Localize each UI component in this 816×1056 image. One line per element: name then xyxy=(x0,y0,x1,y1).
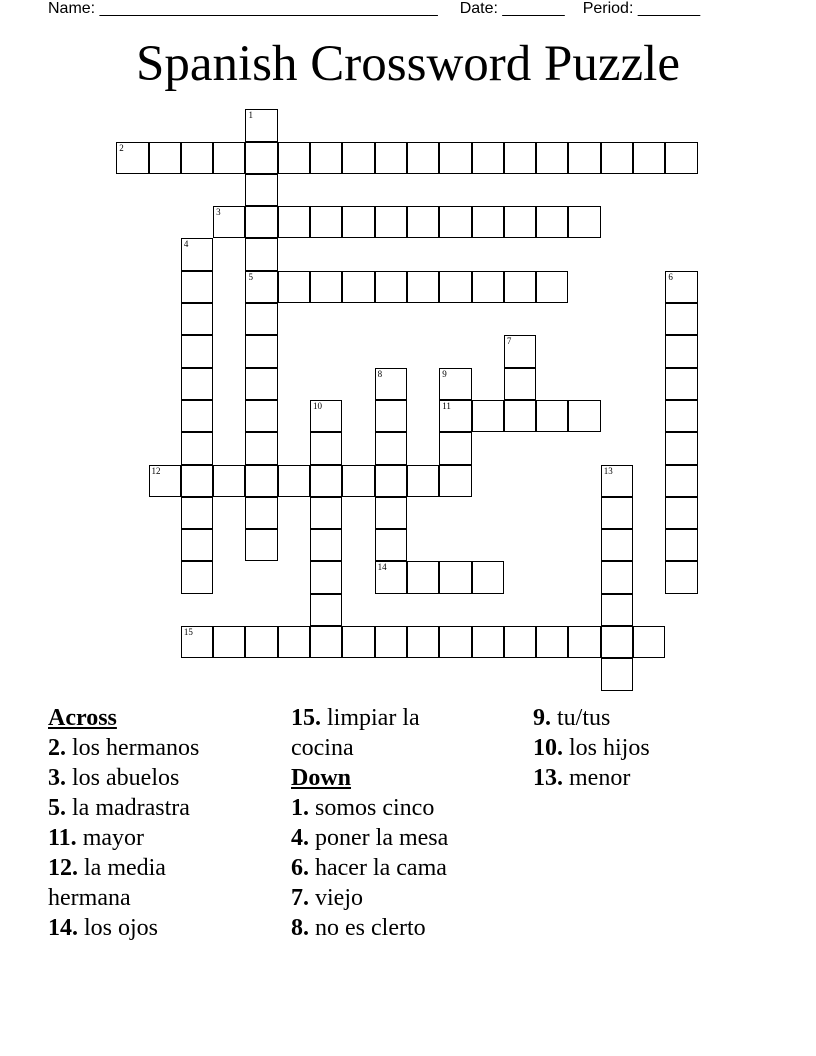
grid-cell[interactable] xyxy=(245,529,277,561)
grid-cell[interactable] xyxy=(633,142,665,174)
grid-cell[interactable] xyxy=(310,432,342,464)
grid-cell[interactable] xyxy=(375,206,407,238)
grid-cell[interactable] xyxy=(407,142,439,174)
grid-cell[interactable] xyxy=(181,335,213,367)
grid-cell[interactable] xyxy=(375,529,407,561)
grid-cell[interactable] xyxy=(245,174,277,206)
clue-down-9: 9. tu/tus xyxy=(533,705,611,731)
grid-cell[interactable] xyxy=(665,335,697,367)
grid-cell[interactable] xyxy=(181,238,213,270)
grid-cell[interactable] xyxy=(504,335,536,367)
grid-cell[interactable] xyxy=(665,465,697,497)
page-title: Spanish Crossword Puzzle xyxy=(136,36,680,92)
grid-cell[interactable] xyxy=(536,142,568,174)
grid-cell[interactable] xyxy=(472,561,504,593)
grid-cell[interactable] xyxy=(278,206,310,238)
grid-cell[interactable] xyxy=(439,400,471,432)
grid-cell[interactable] xyxy=(181,497,213,529)
grid-cell[interactable] xyxy=(568,142,600,174)
clue-number: 8 xyxy=(377,368,383,379)
clue-number: 15 xyxy=(183,627,193,638)
clue-number: 10 xyxy=(313,400,323,411)
clue-number: 11 xyxy=(442,400,451,411)
grid-cell[interactable] xyxy=(181,400,213,432)
grid-cell[interactable] xyxy=(665,497,697,529)
grid-cell[interactable] xyxy=(245,109,277,141)
grid-cell[interactable] xyxy=(407,626,439,658)
clue-across-3: 3. los abuelos xyxy=(48,765,180,791)
clue-number: 7 xyxy=(506,336,512,347)
grid-cell[interactable] xyxy=(245,335,277,367)
clue-number: 9 xyxy=(442,368,447,379)
grid-cell[interactable] xyxy=(472,142,504,174)
clue-across-14: 14. los ojos xyxy=(48,915,159,941)
clue-down-10: 10. los hijos xyxy=(533,735,650,761)
grid-cell[interactable] xyxy=(245,400,277,432)
grid-cell[interactable] xyxy=(375,465,407,497)
grid-cell[interactable] xyxy=(439,206,471,238)
grid-cell[interactable] xyxy=(181,465,213,497)
grid-cell[interactable] xyxy=(116,142,148,174)
clues-column-3 xyxy=(533,703,768,793)
grid-cell[interactable] xyxy=(536,626,568,658)
grid-cell[interactable] xyxy=(472,626,504,658)
grid-cell[interactable] xyxy=(536,400,568,432)
grid-cell[interactable] xyxy=(245,303,277,335)
grid-cell[interactable] xyxy=(472,400,504,432)
grid-cell[interactable] xyxy=(665,529,697,561)
name-label: Name: xyxy=(48,0,96,17)
grid-cell[interactable] xyxy=(601,497,633,529)
clue-across-15: 15. limpiar la cocina xyxy=(291,705,420,761)
grid-cell[interactable] xyxy=(407,271,439,303)
down-heading: Down xyxy=(291,765,352,791)
grid-cell[interactable] xyxy=(568,626,600,658)
grid-cell[interactable] xyxy=(375,400,407,432)
grid-cell[interactable] xyxy=(665,368,697,400)
grid-cell[interactable] xyxy=(504,271,536,303)
grid-cell[interactable] xyxy=(439,271,471,303)
grid-cell[interactable] xyxy=(310,561,342,593)
grid-cell[interactable] xyxy=(310,400,342,432)
grid-cell[interactable] xyxy=(665,561,697,593)
grid-cell[interactable] xyxy=(245,432,277,464)
grid-cell[interactable] xyxy=(310,529,342,561)
grid-cell[interactable] xyxy=(601,529,633,561)
clues-column-2 xyxy=(291,703,526,943)
grid-cell[interactable] xyxy=(665,142,697,174)
grid-cell[interactable] xyxy=(245,206,277,238)
grid-cell[interactable] xyxy=(601,465,633,497)
grid-cell[interactable] xyxy=(342,206,374,238)
clue-number: 4 xyxy=(183,239,189,250)
grid-cell[interactable] xyxy=(536,206,568,238)
grid-cell[interactable] xyxy=(245,497,277,529)
grid-cell[interactable] xyxy=(181,271,213,303)
clue-across-12: 12. la media hermana xyxy=(48,855,166,911)
grid-cell[interactable] xyxy=(601,658,633,690)
grid-cell[interactable] xyxy=(310,594,342,626)
grid-cell[interactable] xyxy=(342,271,374,303)
grid-cell[interactable] xyxy=(407,561,439,593)
grid-cell[interactable] xyxy=(665,303,697,335)
grid-cell[interactable] xyxy=(439,368,471,400)
grid-cell[interactable] xyxy=(181,432,213,464)
grid-cell[interactable] xyxy=(213,465,245,497)
grid-cell[interactable] xyxy=(504,206,536,238)
clue-down-13: 13. menor xyxy=(533,765,631,791)
grid-cell[interactable] xyxy=(149,142,181,174)
grid-cell[interactable] xyxy=(601,626,633,658)
grid-cell[interactable] xyxy=(181,303,213,335)
across-heading: Across xyxy=(48,705,117,731)
grid-cell[interactable] xyxy=(342,142,374,174)
grid-cell[interactable] xyxy=(504,142,536,174)
date-blank[interactable]: _______ xyxy=(497,0,565,17)
clue-number: 14 xyxy=(377,562,387,573)
grid-cell[interactable] xyxy=(439,465,471,497)
clue-number: 5 xyxy=(248,271,253,282)
grid-cell[interactable] xyxy=(601,561,633,593)
grid-cell[interactable] xyxy=(310,271,342,303)
grid-cell[interactable] xyxy=(504,400,536,432)
date-label: Date: xyxy=(459,0,498,17)
grid-cell[interactable] xyxy=(375,368,407,400)
period-label: Period: xyxy=(582,0,634,17)
grid-cell[interactable] xyxy=(181,142,213,174)
clue-number: 2 xyxy=(119,142,124,153)
grid-cell[interactable] xyxy=(375,626,407,658)
grid-cell[interactable] xyxy=(245,238,277,270)
grid-cell[interactable] xyxy=(342,465,374,497)
grid-cell[interactable] xyxy=(665,400,697,432)
grid-cell[interactable] xyxy=(278,142,310,174)
grid-cell[interactable] xyxy=(213,142,245,174)
clue-down-8: 8. no es clerto xyxy=(291,915,426,941)
grid-cell[interactable] xyxy=(439,142,471,174)
clue-down-1: 1. somos cinco xyxy=(291,795,435,821)
grid-cell[interactable] xyxy=(407,206,439,238)
clue-number: 6 xyxy=(668,271,673,282)
grid-cell[interactable] xyxy=(310,626,342,658)
grid-cell[interactable] xyxy=(181,368,213,400)
clue-number: 13 xyxy=(603,465,613,476)
grid-cell[interactable] xyxy=(342,626,374,658)
clues-column-1 xyxy=(48,703,283,943)
clue-across-11: 11. mayor xyxy=(48,825,144,851)
grid-cell[interactable] xyxy=(245,142,277,174)
grid-cell[interactable] xyxy=(407,465,439,497)
grid-cell[interactable] xyxy=(633,626,665,658)
grid-cell[interactable] xyxy=(181,626,213,658)
grid-cell[interactable] xyxy=(375,271,407,303)
grid-cell[interactable] xyxy=(439,561,471,593)
student-info-header xyxy=(48,0,700,18)
grid-cell[interactable] xyxy=(504,368,536,400)
grid-cell[interactable] xyxy=(472,271,504,303)
grid-cell[interactable] xyxy=(375,497,407,529)
clue-number: 12 xyxy=(151,465,161,476)
grid-cell[interactable] xyxy=(439,626,471,658)
grid-cell[interactable] xyxy=(278,271,310,303)
clue-down-4: 4. poner la mesa xyxy=(291,825,449,851)
grid-cell[interactable] xyxy=(278,626,310,658)
grid-cell[interactable] xyxy=(245,271,277,303)
grid-cell[interactable] xyxy=(310,206,342,238)
grid-cell[interactable] xyxy=(375,561,407,593)
grid-cell[interactable] xyxy=(375,142,407,174)
grid-cell[interactable] xyxy=(472,206,504,238)
grid-cell[interactable] xyxy=(536,271,568,303)
grid-cell[interactable] xyxy=(278,465,310,497)
grid-cell[interactable] xyxy=(375,432,407,464)
grid-cell[interactable] xyxy=(181,529,213,561)
clue-down-6: 6. hacer la cama xyxy=(291,855,447,881)
clue-across-5: 5. la madrastra xyxy=(48,795,190,821)
grid-cell[interactable] xyxy=(245,368,277,400)
crossword-grid xyxy=(117,110,699,692)
grid-cell[interactable] xyxy=(181,561,213,593)
name-blank[interactable]: ______________________________________ xyxy=(95,0,438,17)
grid-cell[interactable] xyxy=(310,497,342,529)
grid-cell[interactable] xyxy=(665,432,697,464)
grid-cell[interactable] xyxy=(310,142,342,174)
grid-cell[interactable] xyxy=(601,142,633,174)
grid-cell[interactable] xyxy=(504,626,536,658)
period-blank[interactable]: _______ xyxy=(633,0,701,17)
grid-cell[interactable] xyxy=(568,206,600,238)
grid-cell[interactable] xyxy=(213,206,245,238)
grid-cell[interactable] xyxy=(245,626,277,658)
grid-cell[interactable] xyxy=(439,432,471,464)
grid-cell[interactable] xyxy=(601,594,633,626)
clue-across-2: 2. los hermanos xyxy=(48,735,200,761)
grid-cell[interactable] xyxy=(213,626,245,658)
grid-cell[interactable] xyxy=(149,465,181,497)
clue-number: 1 xyxy=(248,110,253,121)
clue-down-7: 7. viejo xyxy=(291,885,363,911)
grid-cell[interactable] xyxy=(310,465,342,497)
grid-cell[interactable] xyxy=(245,465,277,497)
clue-number: 3 xyxy=(216,207,221,218)
grid-cell[interactable] xyxy=(568,400,600,432)
grid-cell[interactable] xyxy=(665,271,697,303)
